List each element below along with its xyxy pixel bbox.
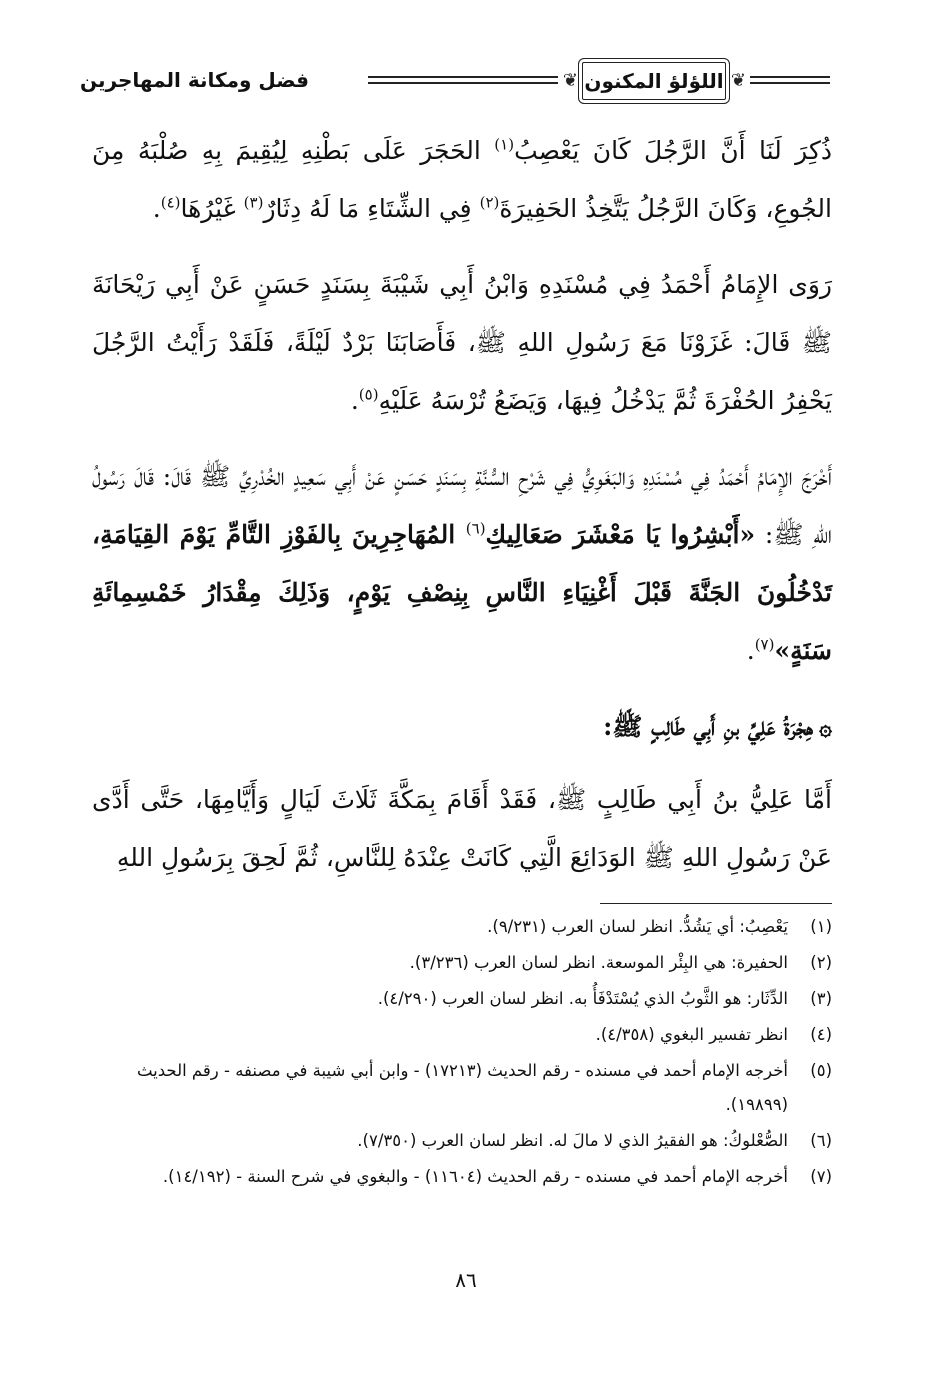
paragraph-2: [92, 256, 832, 430]
footnote-ref: (١): [494, 135, 515, 154]
footnote: [92, 910, 832, 944]
text-run: ذُكِرَ لَنَا أَنَّ الرَّجُلَ كَانَ يَعْصِبُ: [514, 136, 832, 165]
footnote-text: يَعْصِبُ: أي يَشُدُّ. انظر لسان العرب (٩/٢٣١).: [487, 917, 788, 936]
footnote-number: (٢): [810, 953, 832, 972]
footnote-number: (٧): [810, 1167, 832, 1186]
footnote-text: أخرجه الإمام أحمد في مسنده - رقم الحديث (١١٦٠٤) - والبغوي في شرح السنة - (١٤/١٩٢).: [162, 1167, 788, 1186]
paragraph-4: [92, 771, 832, 887]
footnote-number: (١): [810, 917, 832, 936]
text-run: غَيْرُهَا: [180, 194, 244, 223]
subheading: [92, 698, 832, 757]
header-rule-left: [368, 76, 558, 84]
section-title: فضل ومكانة المهاجرين: [80, 68, 310, 92]
footnote-ref: (٢): [479, 193, 500, 212]
footnote: [92, 1124, 832, 1158]
text-run: .: [350, 386, 359, 415]
footnote: [92, 1018, 832, 1052]
hadith-quote: «أَبْشِرُوا يَا مَعْشَرَ صَعَالِيكِ: [485, 520, 756, 549]
footnote-text: أخرجه الإمام أحمد في مسنده - رقم الحديث (١٧٢١٣) - وابن أبي شيبة في مصنفه - رقم الحديث (١٩٨٩٩).: [136, 1061, 788, 1114]
ornament-icon: ❦: [562, 70, 578, 91]
text-run: أَخْرَجَ الإِمَامُ أَحْمَدُ فِي مُسْنَدِهِ وَالبَغَوِيُّ فِي شَرْحِ السُّنَّةِ بِسَنَدٍ حَسَنٍ عَنْ أَبِي سَعِيدٍ الخُدْرِيِّ ﷺ قَالَ: قَالَ رَسُولُ اللهِ ﷺ:: [92, 462, 832, 549]
bullet-icon: ۞: [819, 715, 832, 741]
footnote-text: انظر تفسير البغوي (٤/٣٥٨).: [595, 1025, 788, 1044]
running-header: [80, 52, 830, 108]
hadith-quote: المُهَاجِرِينَ بِالفَوْزِ التَّامِّ يَوْمَ القِيَامَةِ، تَدْخُلُونَ الجَنَّةَ قَبْلَ أَغْنِيَاءِ النَّاسِ بِنِصْفِ يَوْمٍ، وَذَلِكَ مِقْدَارُ خَمْسِمِائَةِ سَنَةٍ»: [92, 520, 832, 665]
book-title-frame: [578, 58, 730, 104]
text-run: .: [152, 194, 161, 223]
footnote-ref: (٣): [243, 193, 264, 212]
paragraph-3: [92, 448, 832, 680]
footnote-number: (٣): [810, 989, 832, 1008]
footnote-text: الحفيرة: هي البِئْر الموسعة. انظر لسان العرب (٣/٢٣٦).: [409, 953, 788, 972]
footnote: [92, 946, 832, 980]
header-rule-right: [750, 76, 830, 84]
text-run: رَوَى الإِمَامُ أَحْمَدُ فِي مُسْنَدِهِ وَابْنُ أَبِي شَيْبَةَ بِسَنَدٍ حَسَنٍ عَنْ أَبِي رَيْحَانَةَ ﷺ قَالَ: غَزَوْنَا مَعَ رَسُولِ اللهِ ﷺ، فَأَصَابَنَا بَرْدٌ لَيْلَةً، فَلَقَدْ رَأَيْتُ الرَّجُلَ يَحْفِرُ الحُفْرَةَ ثُمَّ يَدْخُلُ فِيهَا، وَيَضَعُ تُرْسَهُ عَلَيْهِ: [92, 270, 832, 415]
footnote: [92, 1054, 832, 1122]
subheading-text: هِجْرَةُ عَلِيِّ بنِ أَبِي طَالِبٍ ﷺ:: [603, 712, 814, 741]
book-title: اللؤلؤ المكنون: [584, 69, 724, 93]
footnote-text: الصُّعْلوكُ: هو الفقيرُ الذي لا مالَ له. انظر لسان العرب (٧/٣٥٠).: [357, 1131, 788, 1150]
footnote-ref: (٤): [160, 193, 181, 212]
footnote-ref: (٧): [754, 635, 775, 654]
ornament-icon: ❦: [730, 70, 746, 91]
footnote-ref: (٥): [358, 385, 379, 404]
footnote-number: (٥): [810, 1061, 832, 1080]
footnote-ref: (٦): [465, 519, 486, 538]
text-run: أَمَّا عَلِيُّ بنُ أَبِي طَالِبٍ ﷺ، فَقَدْ أَقَامَ بِمَكَّةَ ثَلَاثَ لَيَالٍ وَأَيَّامِهَا، حَتَّى أَدَّى عَنْ رَسُولِ اللهِ ﷺ الوَدَائِعَ الَّتِي كَانَتْ عِنْدَهُ لِلنَّاسِ، ثُمَّ لَحِقَ بِرَسُولِ اللهِ: [92, 785, 832, 872]
text-run: .: [746, 636, 755, 665]
footnote-separator: [600, 903, 832, 904]
footnotes: [92, 910, 832, 1196]
main-text: [92, 122, 832, 905]
footnote-number: (٤): [810, 1025, 832, 1044]
footnote-text: الدِّثَار: هو الثَّوبُ الذي يُسْتَدْفَأُ به. انظر لسان العرب (٤/٢٩٠).: [377, 989, 788, 1008]
text-run: الحَجَرَ عَلَى بَطْنِهِ لِيُقِيمَ بِهِ صُلْبَهُ مِنَ الجُوعِ، وَكَانَ الرَّجُلُ يَتَّخِذُ الحَفِيرَةَ: [92, 136, 832, 223]
footnote-number: (٦): [810, 1131, 832, 1150]
page-number: ٨٦: [455, 1268, 477, 1292]
text-run: فِي الشِّتَاءِ مَا لَهُ دِثَارٌ: [263, 194, 480, 223]
paragraph-1: [92, 122, 832, 238]
footnote: [92, 1160, 832, 1194]
footnote: [92, 982, 832, 1016]
